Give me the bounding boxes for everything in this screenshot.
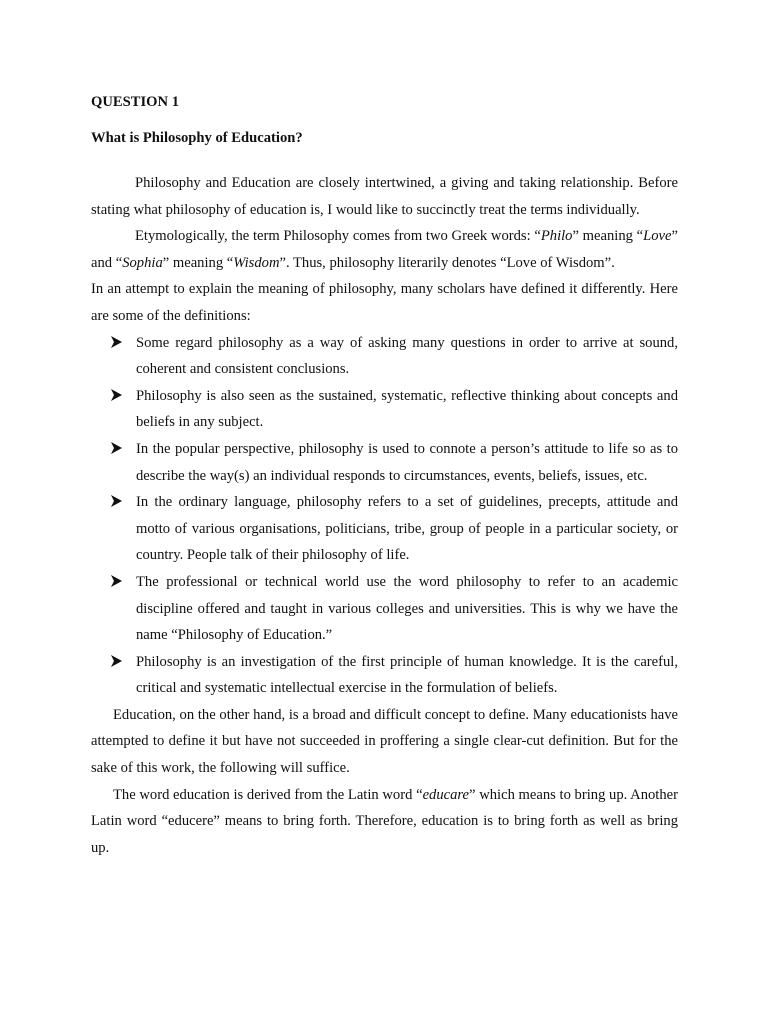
list-item — [91, 649, 678, 702]
term-philo: Philo — [540, 228, 573, 245]
arrowhead-bullet-icon — [111, 569, 122, 596]
paragraph-education: Education, on the other hand, is a broad and difficult concept to define. Many educationists have attempted to define it but have not succeeded in proffering a single clear-cut definition. But for the sake of this work, the following will suffice. — [91, 706, 678, 777]
paragraph-etymology — [91, 223, 678, 276]
term-love: Love — [643, 228, 672, 245]
term-sophia: Sophia — [122, 254, 163, 271]
question-title: What is Philosophy of Education? — [91, 130, 303, 146]
arrowhead-bullet-icon — [111, 330, 122, 357]
arrowhead-bullet-icon — [111, 436, 122, 463]
list-item-text: The professional or technical world use the word philosophy to refer to an academic discipline offered and taught in various colleges and universities. This is why we have the name “Philosophy of Education.” — [136, 573, 678, 644]
text-run: ” meaning “ — [572, 228, 644, 245]
text-run: ” meaning “ — [162, 254, 234, 271]
paragraph-etymology-education — [91, 782, 678, 862]
text-run: ” which means to bring up. Another Latin word “educere” means to bring forth. Therefore, education is to bring forth as well as bring up. — [91, 786, 678, 856]
text-run: ” and “ — [91, 228, 678, 271]
paragraph-intro: Philosophy and Education are closely intertwined, a giving and taking relationship. Before stating what philosophy of education is, I would like to succinctly treat the terms individually. — [91, 175, 678, 218]
list-item — [91, 436, 678, 489]
list-item-text: In the popular perspective, philosophy is used to connote a person’s attitude to life so as to describe the way(s) an individual responds to circumstances, events, beliefs, issues, etc. — [136, 440, 678, 484]
term-wisdom: Wisdom — [233, 254, 280, 271]
arrowhead-bullet-icon — [111, 489, 122, 516]
document-body — [91, 170, 678, 861]
term-educare: educare — [422, 786, 470, 803]
text-run: Etymologically, the term Philosophy comes from two Greek words: “ — [135, 228, 541, 245]
arrowhead-bullet-icon — [111, 383, 122, 410]
list-item — [91, 489, 678, 569]
list-item — [91, 383, 678, 436]
list-item-text: Some regard philosophy as a way of asking many questions in order to arrive at sound, coherent and consistent conclusions. — [136, 334, 678, 378]
paragraph-definitions-intro: In an attempt to explain the meaning of philosophy, many scholars have defined it differently. Here are some of the definitions: — [91, 281, 678, 324]
definitions-list — [91, 330, 678, 702]
text-run: ”. Thus, philosophy literarily denotes “Love of Wisdom”. — [279, 254, 615, 271]
list-item-text: Philosophy is also seen as the sustained, systematic, reflective thinking about concepts and beliefs in any subject. — [136, 387, 678, 431]
text-run: The word education is derived from the Latin word “ — [113, 786, 423, 803]
list-item — [91, 330, 678, 383]
arrowhead-bullet-icon — [111, 649, 122, 676]
list-item-text: In the ordinary language, philosophy refers to a set of guidelines, precepts, attitude and motto of various organisations, politicians, tribe, group of people in a particular society, or country. People talk of their philosophy of life. — [136, 494, 678, 564]
list-item-text: Philosophy is an investigation of the first principle of human knowledge. It is the careful, critical and systematic intellectual exercise in the formulation of beliefs. — [136, 653, 678, 697]
question-label: QUESTION 1 — [91, 94, 179, 110]
list-item — [91, 569, 678, 649]
